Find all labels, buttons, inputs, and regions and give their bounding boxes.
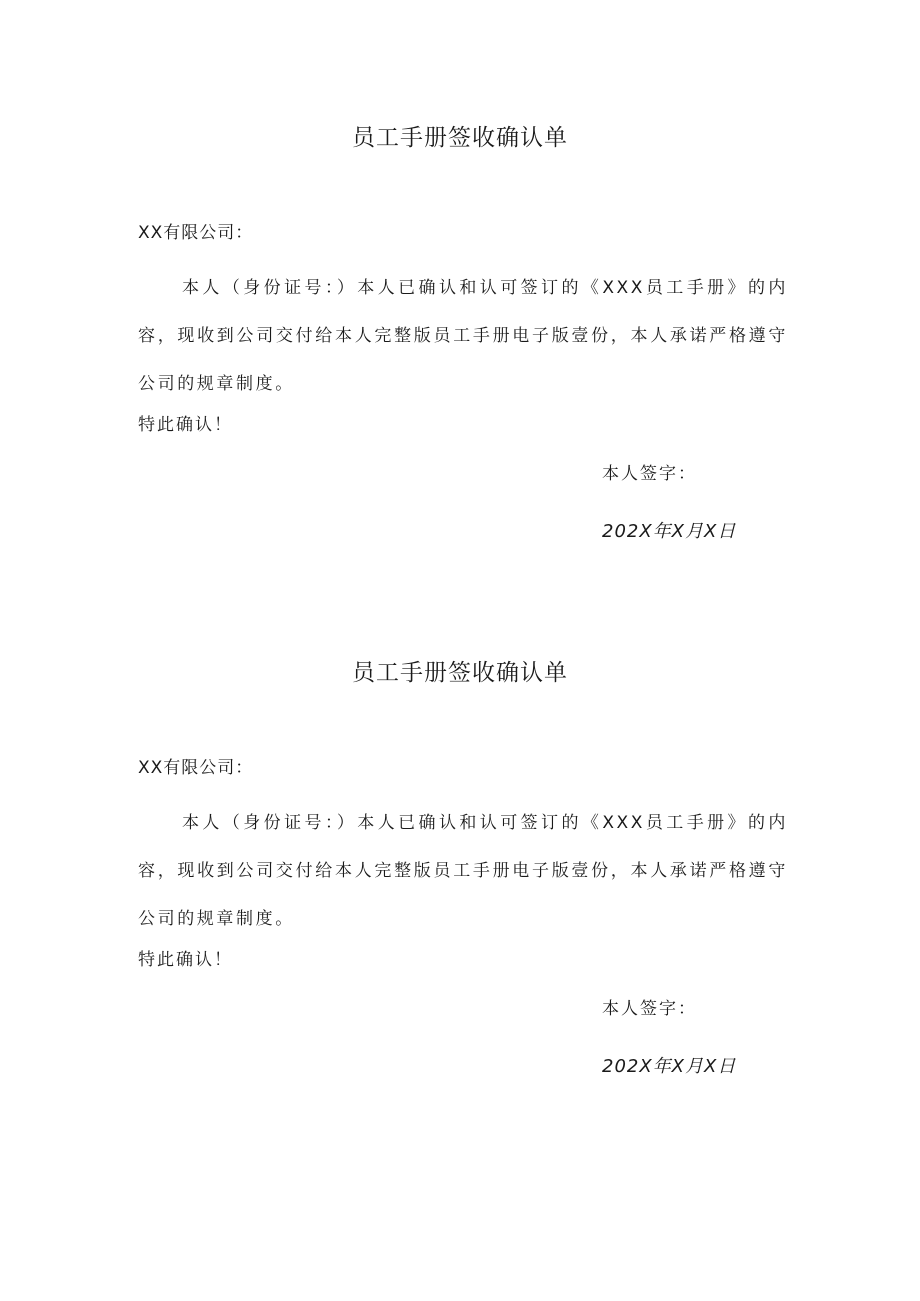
confirmation-form-1 (0, 0, 920, 542)
confirm-line: 特此确认！ (138, 950, 233, 970)
body-paragraph: 本人（身份证号：）本人已确认和认可签订的《XXX员工手册》的内容，现收到公司交付给本人完整版员工手册电子版壹份，本人承诺严格遵守公司的规章制度。 (138, 813, 788, 929)
date-line: 202X年X月X日 (602, 521, 737, 542)
date-line: 202X年X月X日 (602, 1056, 737, 1077)
signature-label: 本人签字： (602, 464, 697, 484)
confirm-line: 特此确认！ (138, 415, 233, 435)
addressee-line: XX有限公司： (138, 223, 254, 243)
body-paragraph: 本人（身份证号：）本人已确认和认可签订的《XXX员工手册》的内容，现收到公司交付给本人完整版员工手册电子版壹份，本人承诺严格遵守公司的规章制度。 (138, 278, 788, 394)
addressee-line: XX有限公司： (138, 758, 254, 778)
signature-label: 本人签字： (602, 999, 697, 1019)
form-title: 员工手册签收确认单 (352, 125, 568, 151)
confirmation-form-2 (0, 535, 920, 1077)
form-title: 员工手册签收确认单 (352, 660, 568, 686)
